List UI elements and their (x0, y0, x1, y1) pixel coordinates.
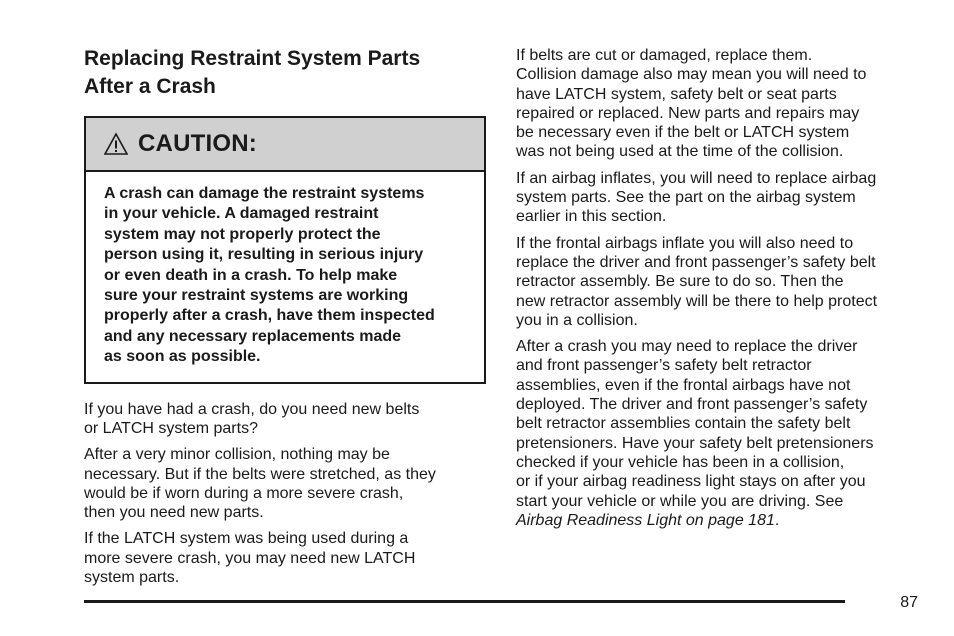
right-paragraph-4-text: After a crash you may need to replace the driver and front passenger’s safety belt retractor assemblies, even if the frontal airbags have not deployed. The driver and front passenger’s safety belt retractor assemblies contain the safety belt pretensioners. Have your safety belt pretensioners checked if your vehicle has been in a collision, or if your airbag readiness light stays on after you start your vehicle or while you are driving. See (516, 338, 874, 510)
section-title-line2: After a Crash (84, 75, 216, 98)
footer-rule (84, 600, 845, 603)
caution-box (84, 116, 486, 384)
left-column (84, 44, 486, 594)
right-paragraph-4-end: . (774, 511, 780, 529)
section-title (84, 44, 486, 101)
page-number: 87 (900, 594, 918, 611)
left-paragraph-3: If the LATCH system was being used during a more severe crash, you may need new LATCH system parts. (84, 530, 416, 587)
cross-reference-link[interactable]: Airbag Readiness Light on page 181 (516, 511, 775, 529)
caution-text: A crash can damage the restraint systems in your vehicle. A damaged restraint system may not properly protect the person using it, resulting in serious injury or even death in a crash. To help make sure your restraint systems are working properly after a crash, have them inspected and any necessary replacements made as soon as possible. (104, 185, 435, 366)
right-column (516, 46, 922, 537)
right-paragraph-3: If the frontal airbags inflate you will also need to replace the driver and front passenger’s safety belt retractor assembly. Be sure to do so. Then the new retractor assembly will be there to help protect you in a collision. (516, 234, 878, 329)
caution-header (86, 118, 484, 172)
right-paragraph-4 (516, 337, 922, 530)
right-paragraph-1: If belts are cut or damaged, replace them. Collision damage also may mean you will need to have LATCH system, safety belt or seat parts repaired or replaced. New parts and repairs may be necessary even if the belt or LATCH system was not being used at the time of the collision. (516, 47, 867, 161)
right-paragraph-2: If an airbag inflates, you will need to replace airbag system parts. See the part on the airbag system earlier in this section. (516, 169, 877, 226)
section-title-line1: Replacing Restraint System Parts (84, 47, 421, 70)
left-paragraph-1: If you have had a crash, do you need new belts or LATCH system parts? (84, 400, 420, 437)
caution-label: CAUTION: (138, 130, 257, 157)
warning-triangle-icon (104, 132, 128, 156)
left-paragraph-2: After a very minor collision, nothing may be necessary. But if the belts were stretched, as they would be if worn during a more severe crash, then you need new parts. (84, 446, 436, 522)
